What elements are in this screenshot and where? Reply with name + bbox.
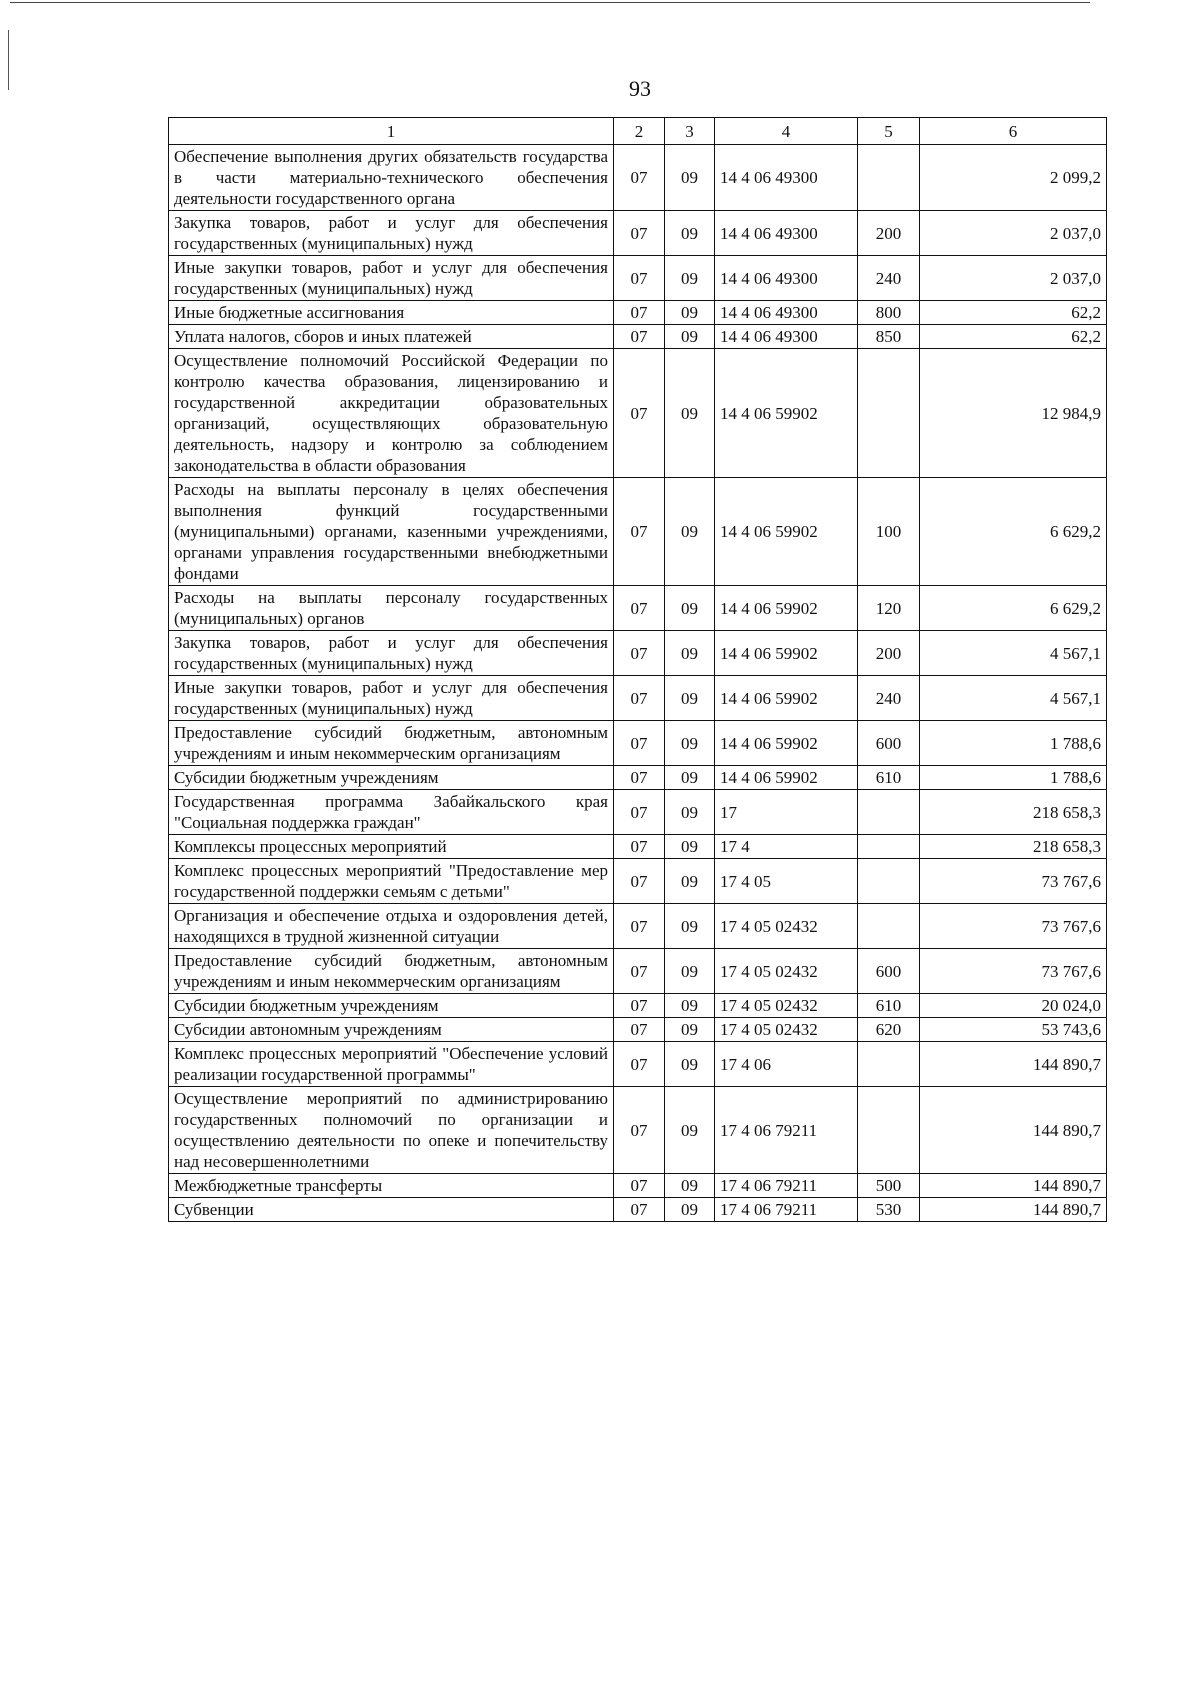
target-article-cell: 14 4 06 59902	[715, 349, 858, 478]
subsection-cell: 09	[665, 301, 715, 325]
table-row	[169, 904, 1107, 949]
sum-cell: 73 767,6	[920, 859, 1107, 904]
name-cell: Осуществление мероприятий по администрированию государственных полномочий по организации и осуществлению деятельности по опеке и попечительству над несовершеннолетними	[169, 1087, 614, 1174]
section-cell: 07	[614, 835, 665, 859]
page-number: 93	[629, 76, 651, 101]
table-row	[169, 586, 1107, 631]
section-cell: 07	[614, 949, 665, 994]
table-row	[169, 1087, 1107, 1174]
table-row	[169, 1174, 1107, 1198]
target-article-cell: 17 4 06 79211	[715, 1174, 858, 1198]
sum-cell: 62,2	[920, 325, 1107, 349]
sum-cell: 73 767,6	[920, 949, 1107, 994]
subsection-cell: 09	[665, 1018, 715, 1042]
subsection-cell: 09	[665, 1042, 715, 1087]
subsection-cell: 09	[665, 349, 715, 478]
target-article-cell: 14 4 06 49300	[715, 211, 858, 256]
subsection-cell: 09	[665, 949, 715, 994]
target-article-cell: 17 4 05 02432	[715, 1018, 858, 1042]
sum-cell: 144 890,7	[920, 1174, 1107, 1198]
name-cell: Предоставление субсидий бюджетным, автономным учреждениям и иным некоммерческим организациям	[169, 721, 614, 766]
expense-type-cell: 200	[858, 631, 920, 676]
section-cell: 07	[614, 631, 665, 676]
sum-cell: 144 890,7	[920, 1087, 1107, 1174]
sum-cell: 53 743,6	[920, 1018, 1107, 1042]
subsection-cell: 09	[665, 256, 715, 301]
expense-type-cell: 600	[858, 721, 920, 766]
name-cell: Иные бюджетные ассигнования	[169, 301, 614, 325]
target-article-cell: 14 4 06 49300	[715, 145, 858, 211]
sum-cell: 144 890,7	[920, 1042, 1107, 1087]
header-cell-5: 5	[858, 118, 920, 145]
sum-cell: 2 037,0	[920, 211, 1107, 256]
sum-cell: 4 567,1	[920, 631, 1107, 676]
target-article-cell: 17 4 05 02432	[715, 949, 858, 994]
expense-type-cell	[858, 835, 920, 859]
sum-cell: 218 658,3	[920, 790, 1107, 835]
name-cell: Уплата налогов, сборов и иных платежей	[169, 325, 614, 349]
target-article-cell: 14 4 06 59902	[715, 631, 858, 676]
section-cell: 07	[614, 766, 665, 790]
subsection-cell: 09	[665, 1087, 715, 1174]
section-cell: 07	[614, 904, 665, 949]
section-cell: 07	[614, 1018, 665, 1042]
section-cell: 07	[614, 721, 665, 766]
target-article-cell: 14 4 06 49300	[715, 301, 858, 325]
table-row	[169, 1042, 1107, 1087]
expense-type-cell: 530	[858, 1198, 920, 1222]
sum-cell: 1 788,6	[920, 721, 1107, 766]
name-cell: Закупка товаров, работ и услуг для обеспечения государственных (муниципальных) нужд	[169, 631, 614, 676]
subsection-cell: 09	[665, 145, 715, 211]
expense-type-cell: 240	[858, 256, 920, 301]
header-cell-3: 3	[665, 118, 715, 145]
name-cell: Иные закупки товаров, работ и услуг для обеспечения государственных (муниципальных) нужд	[169, 256, 614, 301]
budget-table-body	[169, 118, 1107, 1222]
table-row	[169, 478, 1107, 586]
section-cell: 07	[614, 1042, 665, 1087]
target-article-cell: 17 4 05 02432	[715, 904, 858, 949]
sum-cell: 20 024,0	[920, 994, 1107, 1018]
sum-cell: 2 037,0	[920, 256, 1107, 301]
name-cell: Закупка товаров, работ и услуг для обеспечения государственных (муниципальных) нужд	[169, 211, 614, 256]
name-cell: Государственная программа Забайкальского края "Социальная поддержка граждан"	[169, 790, 614, 835]
table-row	[169, 721, 1107, 766]
table-row	[169, 631, 1107, 676]
target-article-cell: 14 4 06 49300	[715, 256, 858, 301]
expense-type-cell: 500	[858, 1174, 920, 1198]
sum-cell: 6 629,2	[920, 586, 1107, 631]
name-cell: Комплексы процессных мероприятий	[169, 835, 614, 859]
subsection-cell: 09	[665, 478, 715, 586]
subsection-cell: 09	[665, 631, 715, 676]
subsection-cell: 09	[665, 586, 715, 631]
name-cell: Обеспечение выполнения других обязательств государства в части материально-технического обеспечения деятельности государственного органа	[169, 145, 614, 211]
subsection-cell: 09	[665, 676, 715, 721]
table-row	[169, 256, 1107, 301]
table-row	[169, 349, 1107, 478]
subsection-cell: 09	[665, 1174, 715, 1198]
name-cell: Комплекс процессных мероприятий "Обеспечение условий реализации государственной программы"	[169, 1042, 614, 1087]
expense-type-cell: 850	[858, 325, 920, 349]
section-cell: 07	[614, 145, 665, 211]
name-cell: Предоставление субсидий бюджетным, автономным учреждениям и иным некоммерческим организациям	[169, 949, 614, 994]
section-cell: 07	[614, 301, 665, 325]
expense-type-cell: 120	[858, 586, 920, 631]
target-article-cell: 17 4 05 02432	[715, 994, 858, 1018]
header-cell-6: 6	[920, 118, 1107, 145]
section-cell: 07	[614, 1198, 665, 1222]
section-cell: 07	[614, 1087, 665, 1174]
target-article-cell: 14 4 06 59902	[715, 586, 858, 631]
name-cell: Расходы на выплаты персоналу государственных (муниципальных) органов	[169, 586, 614, 631]
section-cell: 07	[614, 256, 665, 301]
name-cell: Субсидии бюджетным учреждениям	[169, 766, 614, 790]
expense-type-cell	[858, 859, 920, 904]
target-article-cell: 17 4	[715, 835, 858, 859]
sum-cell: 12 984,9	[920, 349, 1107, 478]
name-cell: Иные закупки товаров, работ и услуг для обеспечения государственных (муниципальных) нужд	[169, 676, 614, 721]
subsection-cell: 09	[665, 1198, 715, 1222]
target-article-cell: 17	[715, 790, 858, 835]
table-row	[169, 211, 1107, 256]
table-row	[169, 145, 1107, 211]
header-cell-1: 1	[169, 118, 614, 145]
subsection-cell: 09	[665, 859, 715, 904]
name-cell: Осуществление полномочий Российской Федерации по контролю качества образования, лицензированию и государственной аккредитации образовательных организаций, осуществляющих образовательную деятельность, надзору и контролю за соблюдением законодательства в области образования	[169, 349, 614, 478]
section-cell: 07	[614, 325, 665, 349]
section-cell: 07	[614, 211, 665, 256]
expense-type-cell	[858, 145, 920, 211]
table-row	[169, 835, 1107, 859]
section-cell: 07	[614, 790, 665, 835]
table-row	[169, 1198, 1107, 1222]
expense-type-cell: 600	[858, 949, 920, 994]
expense-type-cell: 240	[858, 676, 920, 721]
expense-type-cell: 200	[858, 211, 920, 256]
section-cell: 07	[614, 349, 665, 478]
expense-type-cell	[858, 904, 920, 949]
target-article-cell: 14 4 06 59902	[715, 478, 858, 586]
section-cell: 07	[614, 1174, 665, 1198]
target-article-cell: 17 4 05	[715, 859, 858, 904]
sum-cell: 73 767,6	[920, 904, 1107, 949]
expense-type-cell: 620	[858, 1018, 920, 1042]
subsection-cell: 09	[665, 211, 715, 256]
expense-type-cell	[858, 1042, 920, 1087]
subsection-cell: 09	[665, 904, 715, 949]
subsection-cell: 09	[665, 790, 715, 835]
expense-type-cell: 610	[858, 766, 920, 790]
name-cell: Субсидии бюджетным учреждениям	[169, 994, 614, 1018]
name-cell: Организация и обеспечение отдыха и оздоровления детей, находящихся в трудной жизненной ситуации	[169, 904, 614, 949]
sum-cell: 218 658,3	[920, 835, 1107, 859]
expense-type-cell: 610	[858, 994, 920, 1018]
table-row	[169, 676, 1107, 721]
name-cell: Субвенции	[169, 1198, 614, 1222]
table-row	[169, 859, 1107, 904]
name-cell: Расходы на выплаты персоналу в целях обеспечения выполнения функций государственными (муниципальными) органами, казенными учреждениями, органами управления государственными внебюджетными фондами	[169, 478, 614, 586]
subsection-cell: 09	[665, 835, 715, 859]
target-article-cell: 17 4 06	[715, 1042, 858, 1087]
expense-type-cell: 100	[858, 478, 920, 586]
table-row	[169, 949, 1107, 994]
target-article-cell: 14 4 06 59902	[715, 676, 858, 721]
sum-cell: 4 567,1	[920, 676, 1107, 721]
subsection-cell: 09	[665, 325, 715, 349]
target-article-cell: 14 4 06 49300	[715, 325, 858, 349]
target-article-cell: 14 4 06 59902	[715, 721, 858, 766]
table-row	[169, 790, 1107, 835]
target-article-cell: 17 4 06 79211	[715, 1087, 858, 1174]
name-cell: Субсидии автономным учреждениям	[169, 1018, 614, 1042]
scan-edge-top	[10, 2, 1090, 3]
target-article-cell: 17 4 06 79211	[715, 1198, 858, 1222]
sum-cell: 62,2	[920, 301, 1107, 325]
subsection-cell: 09	[665, 766, 715, 790]
section-cell: 07	[614, 676, 665, 721]
name-cell: Комплекс процессных мероприятий "Предоставление мер государственной поддержки семьям с детьми"	[169, 859, 614, 904]
subsection-cell: 09	[665, 721, 715, 766]
sum-cell: 6 629,2	[920, 478, 1107, 586]
subsection-cell: 09	[665, 994, 715, 1018]
expense-type-cell	[858, 349, 920, 478]
header-cell-4: 4	[715, 118, 858, 145]
sum-cell: 2 099,2	[920, 145, 1107, 211]
section-cell: 07	[614, 994, 665, 1018]
table-row	[169, 994, 1107, 1018]
section-cell: 07	[614, 859, 665, 904]
header-row	[169, 118, 1107, 145]
table-row	[169, 325, 1107, 349]
sum-cell: 1 788,6	[920, 766, 1107, 790]
expense-type-cell	[858, 790, 920, 835]
target-article-cell: 14 4 06 59902	[715, 766, 858, 790]
table-row	[169, 766, 1107, 790]
section-cell: 07	[614, 478, 665, 586]
table-row	[169, 301, 1107, 325]
section-cell: 07	[614, 586, 665, 631]
sum-cell: 144 890,7	[920, 1198, 1107, 1222]
name-cell: Межбюджетные трансферты	[169, 1174, 614, 1198]
expense-type-cell	[858, 1087, 920, 1174]
header-cell-2: 2	[614, 118, 665, 145]
expense-type-cell: 800	[858, 301, 920, 325]
budget-table	[168, 117, 1107, 1222]
table-row	[169, 1018, 1107, 1042]
